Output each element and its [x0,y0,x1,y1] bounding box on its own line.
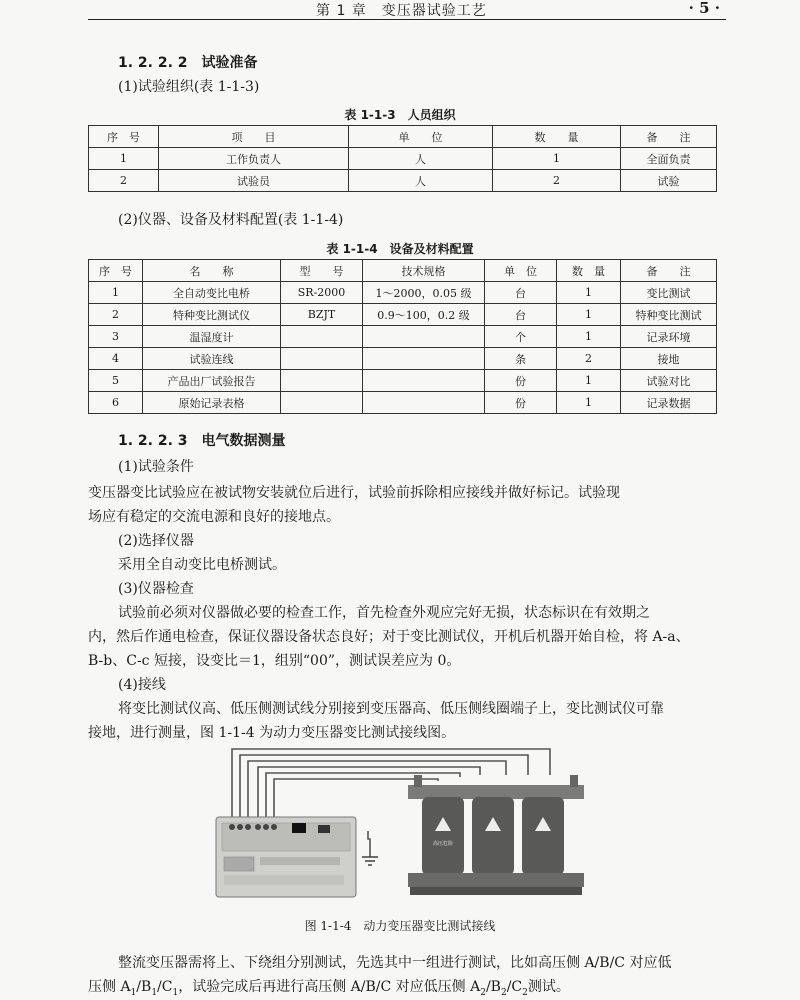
section-heading-1223: 1. 2. 2. 3 电气数据测量 [118,433,286,449]
table-header-cell: 数 量 [493,126,621,148]
table-cell: 台 [485,282,557,304]
table-cell: 原始记录表格 [143,392,281,414]
table-header-cell: 名 称 [143,260,281,282]
table-row [89,370,717,392]
paragraph-line: 接地，进行测量，图 1-1-4 为动力变压器变比测试接线图。 [88,725,456,741]
table-cell: 人 [349,148,493,170]
table-cell: 1 [493,148,621,170]
personnel-table [88,125,717,192]
table-cell: 记录数据 [621,392,717,414]
table-cell: 1 [557,304,621,326]
paragraph-line: 试验前必须对仪器做必要的检查工作，首先检查外观应完好无损，状态标识在有效期之 [118,605,650,621]
table-cell: 特种变比测试 [621,304,717,326]
chapter-title: 第 1 章 变压器试验工艺 [316,3,487,19]
table-cell: 5 [89,370,143,392]
item-test-organization: (1)试验组织(表 1-1-3) [118,79,260,95]
table-cell: 接地 [621,348,717,370]
ground-icon [362,857,378,865]
table-cell: 1 [89,282,143,304]
table-cell: 2 [89,304,143,326]
table-row [89,392,717,414]
table-row [89,148,717,170]
table-cell: 份 [485,392,557,414]
table-cell: 试验 [621,170,717,192]
table-cell [363,370,485,392]
table-cell: 试验员 [159,170,349,192]
table-caption-1-1-4: 表 1-1-4 设备及材料配置 [326,242,474,256]
subsection-instrument-check: (3)仪器检查 [118,581,194,597]
paragraph-line: 整流变压器需将上、下绕组分别测试，先选其中一组进行测试，比如高压侧 A/B/C 对应低 [118,955,672,971]
table-cell: BZJT [281,304,363,326]
subsection-select-instrument: (2)选择仪器 [118,533,194,549]
table-cell: 台 [485,304,557,326]
paragraph-line: 将变比测试仪高、低压侧测试线分别接到变压器高、低压侧线圈端子上，变比测试仪可靠 [118,701,664,717]
subsection-test-conditions: (1)试验条件 [118,459,194,475]
table-cell: 2 [493,170,621,192]
table-header-cell: 型 号 [281,260,363,282]
table-cell: 人 [349,170,493,192]
section-heading-1222: 1. 2. 2. 2 试验准备 [118,55,258,71]
table-header-cell: 技术规格 [363,260,485,282]
figure-caption: 图 1-1-4 动力变压器变比测试接线 [304,919,496,933]
page-number: · 5 · [688,0,720,17]
table-cell: 2 [557,348,621,370]
table-cell: 全面负责 [621,148,717,170]
table-cell: 试验对比 [621,370,717,392]
table-row [89,170,717,192]
table-cell [281,348,363,370]
paragraph-line-with-subscripts: 压侧 $A_1/B_1/C_1$，试验完成后再进行高压侧 A/B/C 对应低压侧 $A_2/B_2/C_2$测试。 [88,979,570,998]
table-header-cell: 单 位 [349,126,493,148]
table-cell [281,392,363,414]
warning-label: 高压危险 [432,841,454,847]
table-cell [281,370,363,392]
table-cell [281,326,363,348]
table-cell: 产品出厂试验报告 [143,370,281,392]
paragraph-line: B-b、C-c 短接，设变比＝1，组别“00”，测试误差应为 0。 [88,653,461,669]
table-cell: 工作负责人 [159,148,349,170]
paragraph-line: 采用全自动变比电桥测试。 [118,557,286,573]
table-header-cell: 备 注 [621,260,717,282]
table-cell: 试验连线 [143,348,281,370]
item-equipment-config: (2)仪器、设备及材料配置(表 1-1-4) [118,212,344,228]
table-cell: SR-2000 [281,282,363,304]
table-cell: 6 [89,392,143,414]
table-header-cell: 数 量 [557,260,621,282]
table-cell: 1 [557,392,621,414]
table-cell: 1 [557,282,621,304]
table-row [89,348,717,370]
table-caption-1-1-3: 表 1-1-3 人员组织 [344,108,456,122]
power-transformer [408,775,584,895]
table-cell: 1 [557,326,621,348]
table-header-cell: 单 位 [485,260,557,282]
table-cell: 3 [89,326,143,348]
table-cell: 1 [557,370,621,392]
equipment-table [88,259,717,414]
table-cell: 1 [89,148,159,170]
paragraph-line: 场应有稳定的交流电源和良好的接地点。 [88,509,340,525]
wiring-photo [210,735,610,905]
table-cell: 全自动变比电桥 [143,282,281,304]
running-header [88,0,726,20]
table-cell: 4 [89,348,143,370]
table-row [89,282,717,304]
table-header-cell: 项 目 [159,126,349,148]
table-cell: 温湿度计 [143,326,281,348]
table-cell: 份 [485,370,557,392]
table-cell: 特种变比测试仪 [143,304,281,326]
table-cell: 2 [89,170,159,192]
subsection-wiring: (4)接线 [118,677,166,693]
table-cell: 1～2000，0.05 级 [363,282,485,304]
table-cell [363,348,485,370]
paragraph-line: 内，然后作通电检查，保证仪器设备状态良好；对于变比测试仪，开机后机器开始自检，将 A-a、 [88,629,690,645]
table-cell [363,392,485,414]
table-header-cell: 序 号 [89,126,159,148]
table-cell: 0.9～100，0.2 级 [363,304,485,326]
table-row [89,304,717,326]
table-cell: 个 [485,326,557,348]
table-cell [363,326,485,348]
table-header-cell: 序 号 [89,260,143,282]
paragraph-line: 变压器变比试验应在被试物安装就位后进行，试验前拆除相应接线并做好标记。试验现 [88,485,620,501]
table-header-cell: 备 注 [621,126,717,148]
wiring-diagram-figure [210,735,610,905]
table-cell: 变比测试 [621,282,717,304]
table-row [89,326,717,348]
table-cell: 条 [485,348,557,370]
ratio-tester-device [216,817,356,897]
table-cell: 记录环境 [621,326,717,348]
